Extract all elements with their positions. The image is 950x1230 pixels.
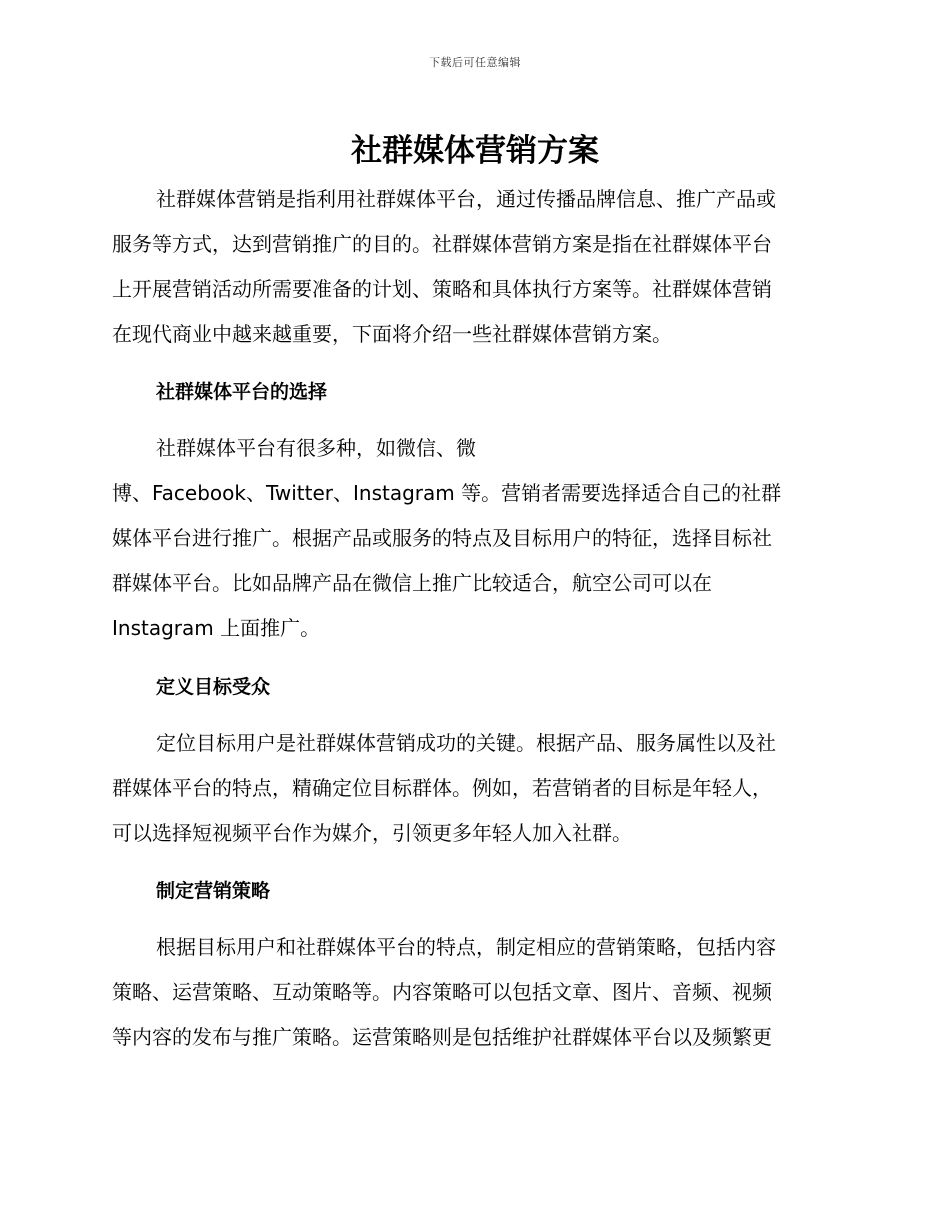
intro-paragraph [112,177,832,357]
paragraph-line: 服务等方式，达到营销推广的目的。社群媒体营销方案是指在社群媒体平台 [112,232,772,256]
paragraph-line: 上开展营销活动所需要准备的计划、策略和具体执行方案等。社群媒体营销 [112,277,772,301]
paragraph-line: 社群媒体平台有很多种，如微信、微 [156,436,476,460]
paragraph-line: 群媒体平台。比如品牌产品在微信上推广比较适合，航空公司可以在 [112,571,712,595]
section-heading-audience: 定义目标受众 [156,676,271,698]
platform-paragraph [112,426,832,651]
paragraph-line: 在现代商业中越来越重要，下面将介绍一些社群媒体营销方案。 [112,322,672,346]
paragraph-line: Instagram 上面推广。 [112,616,321,640]
page-title: 社群媒体营销方案 [351,133,599,169]
paragraph-line: 定位目标用户是社群媒体营销成功的关键。根据产品、服务属性以及社 [156,731,776,755]
paragraph-line: 可以选择短视频平台作为媒介，引领更多年轻人加入社群。 [112,821,632,845]
header-note: 下载后可任意编辑 [429,56,521,69]
audience-paragraph [112,721,832,856]
section-heading-strategy: 制定营销策略 [156,880,271,902]
paragraph-line: 策略、运营策略、互动策略等。内容策略可以包括文章、图片、音频、视频 [112,980,772,1004]
paragraph-line: 媒体平台进行推广。根据产品或服务的特点及目标用户的特征，选择目标社 [112,526,772,550]
strategy-paragraph [112,925,832,1060]
paragraph-line: 社群媒体营销是指利用社群媒体平台，通过传播品牌信息、推广产品或 [156,187,776,211]
paragraph-line: 等内容的发布与推广策略。运营策略则是包括维护社群媒体平台以及频繁更 [112,1025,772,1049]
paragraph-line: 根据目标用户和社群媒体平台的特点，制定相应的营销策略，包括内容 [156,935,776,959]
section-heading-platform: 社群媒体平台的选择 [156,381,328,403]
paragraph-line: 群媒体平台的特点，精确定位目标群体。例如，若营销者的目标是年轻人， [112,776,772,800]
paragraph-line: 博、Facebook、Twitter、Instagram 等。营销者需要选择适合自己的社群 [112,481,782,505]
